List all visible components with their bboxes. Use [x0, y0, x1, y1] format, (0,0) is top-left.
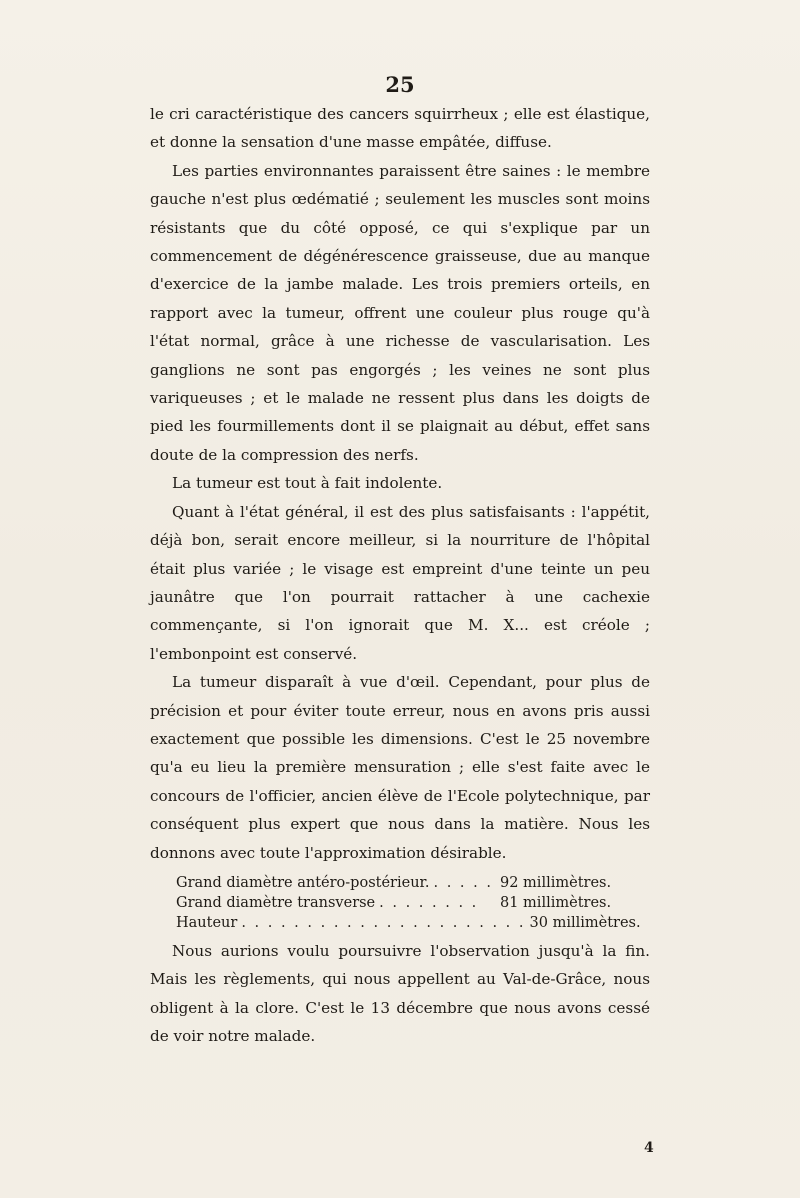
paragraph: le cri caractéristique des cancers squirrheux ; elle est élastique, et donne la sensation d'une masse empâtée, diffuse. — [150, 105, 650, 152]
page-number: 25 — [385, 72, 415, 97]
paragraphs-top — [150, 100, 650, 867]
paragraphs-bottom — [150, 937, 650, 1051]
paragraph: Nous aurions voulu poursuivre l'observation jusqu'à la fin. Mais les règlements, qui nous appellent au Val-de-Grâce, nous obligent à la clore. C'est le 13 décembre que nous avons cessé de voir notre malade. — [150, 941, 650, 1046]
body-text — [150, 100, 650, 1051]
measurement-label: Hauteur — [176, 914, 238, 931]
measurement-leader-dots: . . . . . — [433, 874, 493, 891]
paragraph: La tumeur est tout à fait indolente. — [172, 474, 443, 493]
measurement-label: Grand diamètre antéro-postérieur. — [176, 874, 430, 891]
measurement-row — [150, 893, 650, 913]
paragraph: Les parties environnantes paraissent être saines : le membre gauche n'est plus œdématié ; seulement les muscles sont moins résistants que du côté opposé, ce qui s'explique par un commencement de dégénérescence graisseuse, due au manque d'exercice de la jambe malade. Les trois premiers orteils, en rapport avec la tumeur, offrent une couleur plus rouge qu'à l'état normal, grâce à une richesse de vascularisation. Les ganglions ne sont pas engorgés ; les veines ne sont plus variqueuses ; et le malade ne ressent plus dans les doigts de pied les fourmillements dont il se plaignait au début, effet sans doute de la compression des nerfs. — [150, 161, 650, 464]
measurement-leader-dots: . . . . . . . . . . . . . . . . . . . . . . — [241, 914, 526, 931]
measurement-row — [150, 913, 650, 933]
signature-mark: 4 — [644, 1140, 654, 1156]
measurement-leader-dots: . . . . . . . . — [379, 894, 479, 911]
paragraph: Quant à l'état général, il est des plus satisfaisants : l'appétit, déjà bon, serait encore meilleur, si la nourriture de l'hôpital était plus variée ; le visage est empreint d'une teinte un peu jaunâtre que l'on pourrait rattacher à une cachexie commençante, si l'on ignorait que M. X... est créole ; l'embonpoint est conservé. — [150, 502, 650, 663]
measurement-value: 30 millimètres. — [529, 914, 641, 931]
measurement-value: 81 millimètres. — [500, 894, 612, 911]
measurement-list — [150, 873, 650, 933]
measurement-value: 92 millimètres. — [500, 874, 612, 891]
measurement-label: Grand diamètre transverse — [176, 894, 376, 911]
measurement-row — [150, 873, 650, 893]
paragraph: La tumeur disparaît à vue d'œil. Cependant, pour plus de précision et pour éviter toute erreur, nous en avons pris aussi exactement que possible les dimensions. C'est le 25 novembre qu'a eu lieu la première mensuration ; elle s'est faite avec le concours de l'officier, ancien élève de l'Ecole polytechnique, par conséquent plus expert que nous dans la matière. Nous les donnons avec toute l'approximation désirable. — [150, 673, 650, 862]
